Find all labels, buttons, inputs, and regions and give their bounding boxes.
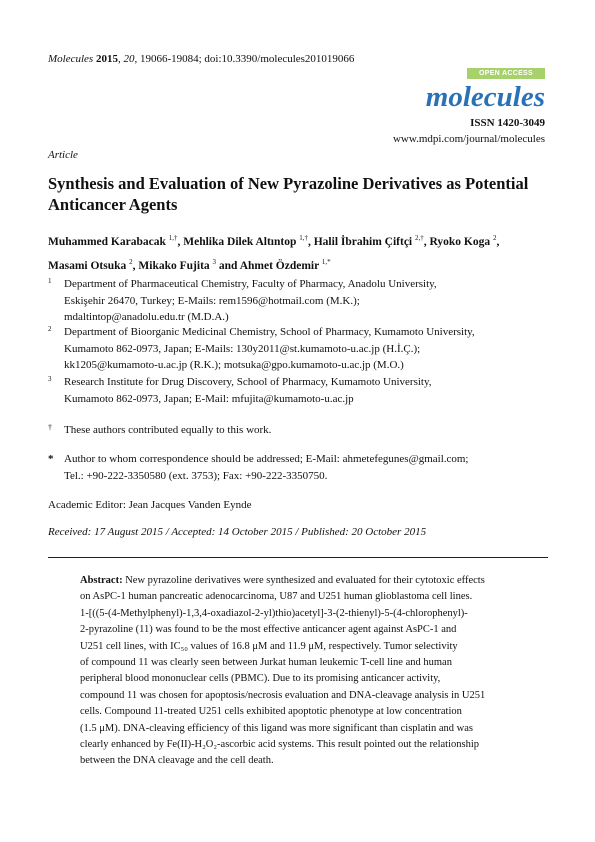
citation-line: Molecules 2015, 20, 19066-19084; doi:10.3390/molecules201019066	[48, 53, 355, 65]
article-type: Article	[48, 149, 78, 161]
abstract-line: Abstract: New pyrazoline derivatives were synthesized and evaluated for their cytotoxic effects	[80, 575, 485, 586]
abstract-line: U251 cell lines, with IC₅₀ values of 16.8 μM and 11.9 μM, respectively. Tumor selectivity	[80, 640, 458, 652]
abstract-line: compound 11 was chosen for apoptosis/necrosis evaluation and DNA-cleavage analysis in U251	[80, 689, 486, 701]
pages-doi: , 19066-19084; doi:10.3390/molecules201019066	[134, 53, 355, 65]
affiliation-line: Kumamoto 862-0973, Japan; E-Mails: 130y2011@st.kumamoto-u.ac.jp (H.İ.Ç.);	[64, 342, 421, 355]
abstract-line: (1.5 μM). DNA-cleaving efficiency of this ligand was more significant than cisplatin and was	[80, 722, 473, 734]
journal-volume: 20	[123, 53, 135, 65]
affiliation-3	[48, 374, 544, 407]
affiliation-2	[48, 324, 544, 374]
issn: ISSN 1420-3049	[470, 117, 545, 129]
paper-title: Synthesis and Evaluation of New Pyrazoline Derivatives as Potential Anticancer Agents	[48, 174, 529, 214]
abstract	[80, 573, 516, 770]
affiliation-line: Department of Pharmaceutical Chemistry, Faculty of Pharmacy, Anadolu University,	[64, 278, 437, 290]
affiliation-line: mdaltintop@anadolu.edu.tr (M.D.A.)	[64, 311, 229, 323]
affiliation-line: Research Institute for Drug Discovery, School of Pharmacy, Kumamoto University,	[64, 376, 432, 388]
journal-year: 2015	[95, 53, 118, 65]
abstract-line: clearly enhanced by Fe(II)-H₂O₂-ascorbic acid systems. This result pointed out the relationship	[80, 739, 480, 751]
abstract-line: 2-pyrazoline (11) was found to be the most effective anticancer agent against AsPC-1 and	[80, 624, 457, 636]
abstract-label: Abstract:	[80, 575, 123, 586]
journal-website-link[interactable]: www.mdpi.com/journal/molecules	[392, 133, 545, 145]
abstract-line: on AsPC-1 human pancreatic adenocarcinoma, U87 and U251 human glioblastoma cell lines.	[80, 591, 473, 603]
author: Mikako Fujita $^3$	[138, 257, 217, 272]
journal-logo: molecules	[425, 81, 545, 113]
author: Halil İbrahim Çiftçi $^{2,\dagger}$	[313, 234, 424, 248]
affiliation-line: kk1205@kumamoto-u.ac.jp (R.K.); motsuka@gpo.kumamoto-u.ac.jp (M.O.)	[64, 359, 404, 371]
affiliation-line: Kumamoto 862-0973, Japan; E-Mail: mfujita@kumamoto-u.ac.jp	[64, 392, 354, 405]
abstract-line: between the DNA cleavage and the cell death.	[80, 755, 274, 767]
publication-dates: Received: 17 August 2015 / Accepted: 14 October 2015 / Published: 20 October 2015	[48, 526, 427, 538]
correspondence-note: * Author to whom correspondence should be addressed; E-Mail: ahmetefegunes@gmail.com; Tel.: +90-222-3350580 (ext. 3753); Fax: +90-222-3350750.	[48, 453, 469, 482]
affiliation-mark: 1	[48, 277, 52, 285]
equal-contribution-note: † These authors contributed equally to this work.	[64, 422, 544, 439]
journal-name: Molecules	[48, 53, 94, 65]
affiliation-line: Department of Bioorganic Medicinal Chemistry, School of Pharmacy, Kumamoto University,	[64, 326, 475, 338]
abstract-line: 1-[((5-(4-Methylphenyl)-1,3,4-oxadiazol-2-yl)thio)acetyl]-3-(2-thienyl)-5-(4-chlorophenyl)-	[80, 607, 468, 619]
abstract-line: cells. Compound 11-treated U251 cells exhibited apoptotic phenotype at low concentration	[80, 706, 462, 718]
affiliation-line: Eskişehir 26470, Turkey; E-Mails: rem1596@hotmail.com (M.K.);	[64, 294, 360, 307]
asterisk-mark: *	[48, 453, 54, 465]
abstract-line: peripheral blood mononuclear cells (PBMC). Due to its promising anticancer activity,	[80, 673, 441, 685]
affiliation-mark: 2	[48, 325, 52, 333]
academic-editor: Academic Editor: Jean Jacques Vanden Eynde	[48, 499, 252, 511]
divider	[48, 557, 548, 558]
author: Masami Otsuka $^2$	[48, 257, 133, 272]
author: Ryoko Koga $^2$	[429, 234, 497, 248]
abstract-line: of compound 11 was clearly seen between Jurkat human leukemic T-cell line and human	[80, 657, 452, 669]
author: Ahmet Özdemir $^{1,*}$	[239, 257, 331, 272]
affiliation-1	[48, 276, 544, 326]
author: Mehlika Dilek Altıntop $^{1,\dagger}$	[183, 234, 308, 248]
affiliation-mark: 3	[48, 375, 52, 383]
author-list: Muhammed Karabacak $^{1,\dagger}$, Mehlika Dilek Altıntop $^{1,\dagger}$, Halil İbrahim Çiftçi $^{2,\dagger}$, Ryoko Koga $^2$, Masami Otsuka $^2$, Mikako Fujita $^3$ and Ahmet Özdemir $^{1,*}$	[48, 234, 500, 272]
dagger-mark: †	[48, 423, 52, 432]
author: Muhammed Karabacak $^{1,\dagger}$	[48, 234, 178, 248]
open-access-badge: OPEN ACCESS	[467, 68, 545, 79]
